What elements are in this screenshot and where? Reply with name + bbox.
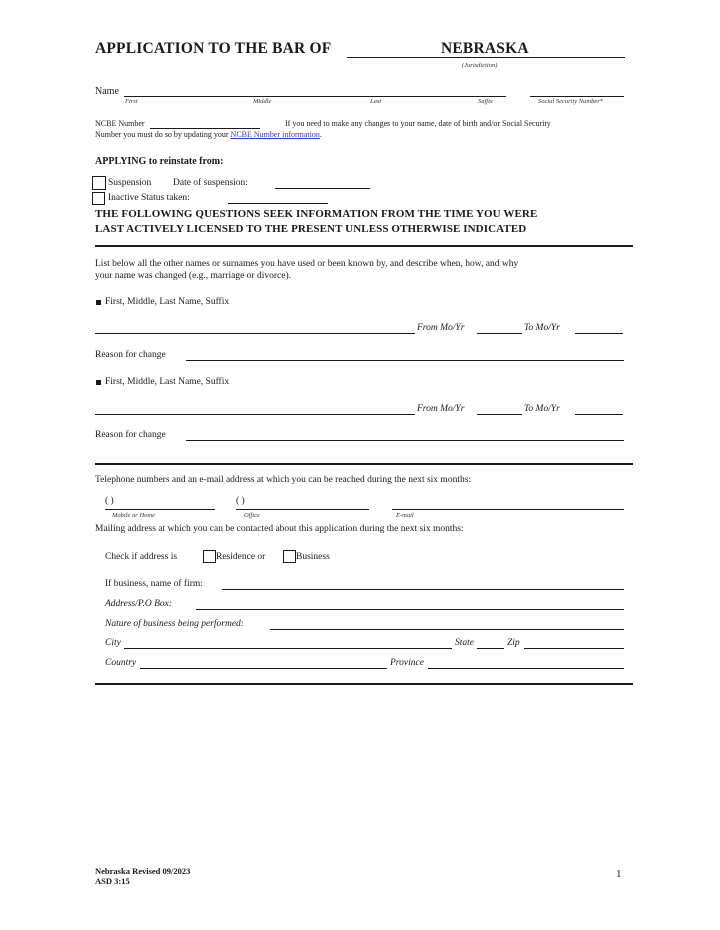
city-label: City	[105, 638, 121, 648]
suspension-label: Suspension	[108, 178, 152, 188]
check-address-label: Check if address is	[105, 552, 178, 562]
other-names-instruction	[95, 258, 635, 282]
entry1-from-field[interactable]	[477, 333, 522, 334]
form-title: APPLICATION TO THE BAR OF	[95, 40, 332, 57]
entry1-to-label: To Mo/Yr	[524, 323, 560, 333]
mobile-phone-field[interactable]	[105, 509, 215, 510]
phone-instruction: Telephone numbers and an e-mail address at which you can be reached during the next six months:	[95, 475, 472, 485]
other-names-instruction-line2: your name was changed (e.g., marriage or divorce).	[95, 271, 291, 281]
ssn-caption: Social Security Number*	[538, 98, 603, 105]
notice-line-1: THE FOLLOWING QUESTIONS SEEK INFORMATION FROM THE TIME YOU WERE	[95, 208, 538, 220]
ncbe-info-link[interactable]: NCBE Number information	[230, 130, 320, 139]
ncbe-note-line1: If you need to make any changes to your name, date of birth and/or Social Security	[285, 119, 551, 128]
province-field[interactable]	[428, 668, 624, 669]
suspension-date-label: Date of suspension:	[173, 178, 248, 188]
jurisdiction-caption: (Jurisdiction)	[462, 62, 498, 69]
entry2-name-field[interactable]	[95, 414, 415, 415]
notice-line-2: LAST ACTIVELY LICENSED TO THE PRESENT UNLESS OTHERWISE INDICATED	[95, 223, 527, 235]
section-divider-3	[95, 683, 633, 685]
entry2-from-label: From Mo/Yr	[417, 404, 465, 414]
entry2-to-label: To Mo/Yr	[524, 404, 560, 414]
address-label: Address/P.O Box:	[105, 599, 173, 609]
entry2-reason-label: Reason for change	[95, 430, 166, 440]
nature-label: Nature of business being performed:	[105, 619, 244, 629]
inactive-date-field[interactable]	[228, 203, 328, 204]
email-caption: E-mail	[396, 512, 414, 519]
nature-field[interactable]	[270, 629, 624, 630]
mobile-paren: ( )	[105, 496, 114, 506]
entry2-to-field[interactable]	[575, 414, 623, 415]
residence-checkbox[interactable]	[203, 550, 216, 563]
ncbe-number-field[interactable]	[150, 128, 260, 129]
suspension-checkbox[interactable]	[92, 176, 106, 190]
firm-label: If business, name of firm:	[105, 579, 203, 589]
bullet-icon	[96, 300, 101, 305]
page-number: 1	[616, 868, 622, 880]
city-field[interactable]	[124, 648, 452, 649]
email-field[interactable]	[392, 509, 624, 510]
suspension-date-field[interactable]	[275, 188, 370, 189]
entry1-name-field[interactable]	[95, 333, 415, 334]
zip-field[interactable]	[524, 648, 624, 649]
jurisdiction-value: NEBRASKA	[441, 40, 529, 57]
other-names-instruction-line1: List below all the other names or surnames you have used or been known by, and describe when, how, and why	[95, 259, 519, 269]
entry2-label: First, Middle, Last Name, Suffix	[105, 377, 230, 387]
country-label: Country	[105, 658, 137, 668]
entry1-label: First, Middle, Last Name, Suffix	[105, 297, 230, 307]
ncbe-label: NCBE Number	[95, 119, 145, 128]
business-label: Business	[296, 552, 330, 562]
zip-label: Zip	[507, 638, 520, 648]
first-caption: First	[125, 98, 138, 105]
footer-revised: Nebraska Revised 09/2023	[95, 866, 191, 876]
business-checkbox[interactable]	[283, 550, 296, 563]
province-label: Province	[390, 658, 424, 668]
mobile-caption: Mobile or Home	[112, 512, 155, 519]
inactive-label: Inactive Status taken:	[108, 193, 190, 203]
suffix-caption: Suffix	[478, 98, 493, 105]
ssn-field[interactable]	[530, 96, 624, 97]
office-paren: ( )	[236, 496, 245, 506]
entry2-from-field[interactable]	[477, 414, 522, 415]
last-caption: Last	[370, 98, 382, 105]
residence-label: Residence or	[216, 552, 266, 562]
footer-block	[95, 866, 190, 886]
name-field[interactable]	[124, 96, 506, 97]
entry2-reason-field[interactable]	[186, 440, 624, 441]
reinstate-heading: APPLYING to reinstate from:	[95, 156, 224, 167]
ncbe-block	[95, 118, 625, 140]
address-field[interactable]	[196, 609, 624, 610]
state-field[interactable]	[477, 648, 504, 649]
state-label: State	[455, 638, 474, 648]
inactive-checkbox[interactable]	[92, 192, 105, 205]
firm-field[interactable]	[222, 589, 624, 590]
footer-asd: ASD 3:15	[95, 876, 130, 886]
section-divider-2	[95, 463, 633, 465]
name-label: Name	[95, 86, 119, 97]
entry1-reason-label: Reason for change	[95, 350, 166, 360]
ncbe-note-end: .	[319, 130, 322, 139]
section-divider-1	[95, 245, 633, 247]
mailing-instruction: Mailing address at which you can be contacted about this application during the next six months:	[95, 524, 464, 534]
entry1-to-field[interactable]	[575, 333, 623, 334]
bullet-icon	[96, 380, 101, 385]
country-field[interactable]	[140, 668, 387, 669]
entry1-reason-field[interactable]	[186, 360, 624, 361]
office-caption: Office	[244, 512, 260, 519]
ncbe-note-line2: Number you must do so by updating your	[95, 130, 229, 139]
middle-caption: Middle	[253, 98, 272, 105]
office-phone-field[interactable]	[236, 509, 369, 510]
entry1-from-label: From Mo/Yr	[417, 323, 465, 333]
